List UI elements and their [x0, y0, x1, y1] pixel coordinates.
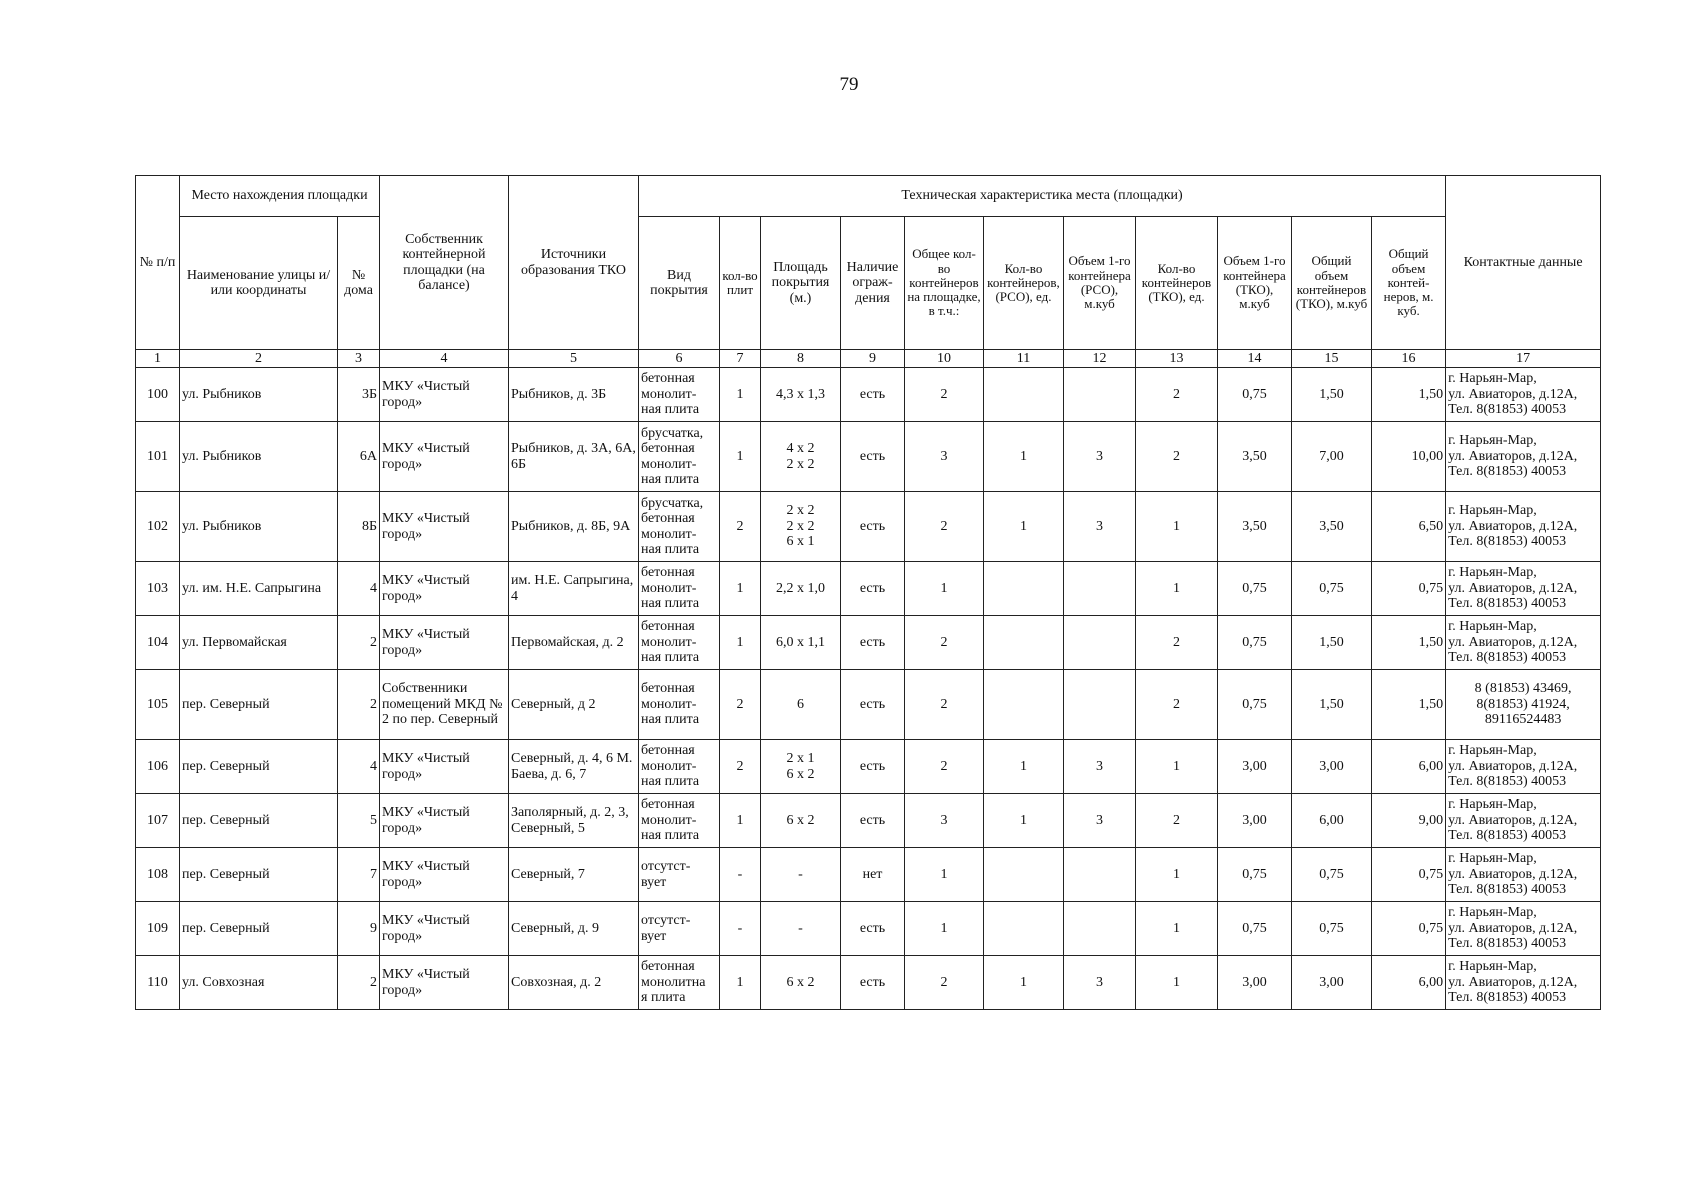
house-number: 8Б — [338, 492, 380, 562]
plates-count: 2 — [720, 670, 761, 740]
fence: есть — [841, 740, 905, 794]
header-cover: Вид покрытия — [639, 217, 720, 350]
rso-count: 1 — [984, 956, 1064, 1010]
street-name: пер. Северный — [180, 740, 338, 794]
row-number: 107 — [136, 794, 180, 848]
tko-count: 2 — [1136, 616, 1218, 670]
header-contacts: Контактные данные — [1446, 176, 1601, 350]
tko-count: 1 — [1136, 492, 1218, 562]
row-number: 106 — [136, 740, 180, 794]
tko-total-volume: 0,75 — [1292, 902, 1372, 956]
cover-type: бетонная монолит- ная плита — [639, 794, 720, 848]
waste-sources: Совхозная, д. 2 — [509, 956, 639, 1010]
cover-type: отсутст- вует — [639, 902, 720, 956]
tko-count: 2 — [1136, 368, 1218, 422]
house-number: 4 — [338, 562, 380, 616]
column-number: 3 — [338, 350, 380, 368]
tko-volume: 0,75 — [1218, 562, 1292, 616]
street-name: пер. Северный — [180, 902, 338, 956]
tko-volume: 3,00 — [1218, 956, 1292, 1010]
header-tko-count: Кол-во контейнеров (ТКО), ед. — [1136, 217, 1218, 350]
waste-sources: им. Н.Е. Сапрыгина, 4 — [509, 562, 639, 616]
plates-count: 2 — [720, 492, 761, 562]
column-number: 9 — [841, 350, 905, 368]
table-row — [136, 616, 1601, 670]
row-number: 103 — [136, 562, 180, 616]
total-containers: 3 — [905, 422, 984, 492]
owner: МКУ «Чистый город» — [380, 740, 509, 794]
plates-count: 1 — [720, 422, 761, 492]
contact-info: 8 (81853) 43469, 8(81853) 41924, 89116524483 — [1446, 670, 1601, 740]
rso-count — [984, 902, 1064, 956]
table-row — [136, 422, 1601, 492]
cover-area: 2 х 1 6 х 2 — [761, 740, 841, 794]
tko-count: 1 — [1136, 956, 1218, 1010]
cover-type: отсутст- вует — [639, 848, 720, 902]
owner: МКУ «Чистый город» — [380, 422, 509, 492]
header-location-group: Место нахождения площадки — [180, 176, 380, 217]
plates-count: 1 — [720, 794, 761, 848]
fence: есть — [841, 956, 905, 1010]
header-num: № п/п — [136, 176, 180, 350]
cover-area: 4,3 х 1,3 — [761, 368, 841, 422]
waste-sources: Северный, д. 9 — [509, 902, 639, 956]
owner: МКУ «Чистый город» — [380, 956, 509, 1010]
contact-info: г. Нарьян-Мар, ул. Авиаторов, д.12А, Тел. 8(81853) 40053 — [1446, 740, 1601, 794]
rso-count — [984, 616, 1064, 670]
total-volume: 1,50 — [1372, 670, 1446, 740]
tko-count: 2 — [1136, 422, 1218, 492]
header-tech-group: Техническая характеристика места (площадки) — [639, 176, 1446, 217]
cover-type: бетонная монолит- ная плита — [639, 368, 720, 422]
tko-count: 1 — [1136, 848, 1218, 902]
table-row — [136, 740, 1601, 794]
table-row — [136, 956, 1601, 1010]
fence: есть — [841, 562, 905, 616]
row-number: 100 — [136, 368, 180, 422]
rso-count — [984, 368, 1064, 422]
total-containers: 2 — [905, 956, 984, 1010]
tko-total-volume: 0,75 — [1292, 562, 1372, 616]
header-sources: Источники образования ТКО — [509, 176, 639, 350]
street-name: ул. Первомайская — [180, 616, 338, 670]
cover-type: брусчатка, бетонная монолит- ная плита — [639, 422, 720, 492]
rso-volume: 3 — [1064, 740, 1136, 794]
total-volume: 6,00 — [1372, 740, 1446, 794]
container-sites-table — [135, 175, 1601, 1010]
rso-count — [984, 562, 1064, 616]
row-number: 110 — [136, 956, 180, 1010]
total-volume: 10,00 — [1372, 422, 1446, 492]
house-number: 9 — [338, 902, 380, 956]
total-volume: 0,75 — [1372, 848, 1446, 902]
total-containers: 2 — [905, 670, 984, 740]
plates-count: 1 — [720, 368, 761, 422]
column-number: 15 — [1292, 350, 1372, 368]
tko-total-volume: 1,50 — [1292, 670, 1372, 740]
tko-count: 1 — [1136, 740, 1218, 794]
column-number-row — [136, 350, 1601, 368]
cover-type: бетонная монолит- ная плита — [639, 670, 720, 740]
house-number: 2 — [338, 670, 380, 740]
column-number: 12 — [1064, 350, 1136, 368]
table-body — [136, 368, 1601, 1010]
header-tko-volume: Объем 1-го контейнера (ТКО), м.куб — [1218, 217, 1292, 350]
column-number: 14 — [1218, 350, 1292, 368]
tko-total-volume: 3,50 — [1292, 492, 1372, 562]
total-containers: 3 — [905, 794, 984, 848]
contact-info: г. Нарьян-Мар, ул. Авиаторов, д.12А, Тел. 8(81853) 40053 — [1446, 422, 1601, 492]
cover-area: - — [761, 848, 841, 902]
plates-count: - — [720, 902, 761, 956]
table-row — [136, 902, 1601, 956]
rso-count: 1 — [984, 422, 1064, 492]
tko-total-volume: 6,00 — [1292, 794, 1372, 848]
waste-sources: Северный, д. 4, 6 М. Баева, д. 6, 7 — [509, 740, 639, 794]
tko-volume: 3,00 — [1218, 794, 1292, 848]
contact-info: г. Нарьян-Мар, ул. Авиаторов, д.12А, Тел. 8(81853) 40053 — [1446, 562, 1601, 616]
row-number: 109 — [136, 902, 180, 956]
waste-sources: Северный, 7 — [509, 848, 639, 902]
contact-info: г. Нарьян-Мар, ул. Авиаторов, д.12А, Тел. 8(81853) 40053 — [1446, 368, 1601, 422]
column-number: 16 — [1372, 350, 1446, 368]
table-row — [136, 492, 1601, 562]
column-number: 4 — [380, 350, 509, 368]
table-row — [136, 562, 1601, 616]
cover-area: 2,2 х 1,0 — [761, 562, 841, 616]
fence: есть — [841, 794, 905, 848]
plates-count: 1 — [720, 956, 761, 1010]
tko-count: 1 — [1136, 562, 1218, 616]
fence: есть — [841, 368, 905, 422]
row-number: 101 — [136, 422, 180, 492]
house-number: 4 — [338, 740, 380, 794]
rso-volume — [1064, 368, 1136, 422]
tko-count: 2 — [1136, 794, 1218, 848]
street-name: пер. Северный — [180, 848, 338, 902]
rso-volume — [1064, 616, 1136, 670]
column-number: 6 — [639, 350, 720, 368]
rso-volume: 3 — [1064, 956, 1136, 1010]
column-number: 13 — [1136, 350, 1218, 368]
waste-sources: Заполярный, д. 2, 3, Северный, 5 — [509, 794, 639, 848]
table-row — [136, 670, 1601, 740]
total-volume: 6,00 — [1372, 956, 1446, 1010]
street-name: ул. Рыбников — [180, 492, 338, 562]
cover-area: 6,0 х 1,1 — [761, 616, 841, 670]
page-number: 79 — [839, 74, 859, 95]
cover-area: 6 — [761, 670, 841, 740]
house-number: 2 — [338, 616, 380, 670]
header-total-containers: Общее кол-во контейнеров на площадке, в т.ч.: — [905, 217, 984, 350]
total-volume: 1,50 — [1372, 616, 1446, 670]
owner: МКУ «Чистый город» — [380, 368, 509, 422]
tko-count: 1 — [1136, 902, 1218, 956]
total-volume: 1,50 — [1372, 368, 1446, 422]
table-header — [136, 176, 1601, 368]
total-containers: 1 — [905, 902, 984, 956]
owner: МКУ «Чистый город» — [380, 492, 509, 562]
total-containers: 2 — [905, 492, 984, 562]
tko-count: 2 — [1136, 670, 1218, 740]
header-owner: Собственник контейнерной площадки (на балансе) — [380, 176, 509, 350]
total-volume: 0,75 — [1372, 902, 1446, 956]
waste-sources: Рыбников, д. 3А, 6А, 6Б — [509, 422, 639, 492]
rso-volume — [1064, 848, 1136, 902]
owner: МКУ «Чистый город» — [380, 848, 509, 902]
total-containers: 2 — [905, 368, 984, 422]
tko-volume: 0,75 — [1218, 670, 1292, 740]
header-street: Наименование улицы и/или координаты — [180, 217, 338, 350]
row-number: 104 — [136, 616, 180, 670]
rso-volume: 3 — [1064, 422, 1136, 492]
rso-count: 1 — [984, 492, 1064, 562]
fence: есть — [841, 670, 905, 740]
plates-count: 1 — [720, 562, 761, 616]
contact-info: г. Нарьян-Мар, ул. Авиаторов, д.12А, Тел. 8(81853) 40053 — [1446, 902, 1601, 956]
table-row — [136, 368, 1601, 422]
contact-info: г. Нарьян-Мар, ул. Авиаторов, д.12А, Тел. 8(81853) 40053 — [1446, 956, 1601, 1010]
tko-volume: 3,50 — [1218, 492, 1292, 562]
total-containers: 2 — [905, 616, 984, 670]
tko-total-volume: 3,00 — [1292, 956, 1372, 1010]
rso-volume — [1064, 562, 1136, 616]
rso-count: 1 — [984, 740, 1064, 794]
tko-total-volume: 7,00 — [1292, 422, 1372, 492]
column-number: 1 — [136, 350, 180, 368]
house-number: 7 — [338, 848, 380, 902]
tko-total-volume: 1,50 — [1292, 368, 1372, 422]
cover-area: 2 х 2 2 х 2 6 х 1 — [761, 492, 841, 562]
header-rso-count: Кол-во контейнеров, (РСО), ед. — [984, 217, 1064, 350]
total-containers: 2 — [905, 740, 984, 794]
row-number: 108 — [136, 848, 180, 902]
contact-info: г. Нарьян-Мар, ул. Авиаторов, д.12А, Тел. 8(81853) 40053 — [1446, 492, 1601, 562]
total-volume: 0,75 — [1372, 562, 1446, 616]
header-fence: Наличие ограж-дения — [841, 217, 905, 350]
cover-type: бетонная монолит- ная плита — [639, 740, 720, 794]
total-containers: 1 — [905, 562, 984, 616]
contact-info: г. Нарьян-Мар, ул. Авиаторов, д.12А, Тел. 8(81853) 40053 — [1446, 794, 1601, 848]
column-number: 11 — [984, 350, 1064, 368]
header-rso-volume: Объем 1-го контейнера (РСО), м.куб — [1064, 217, 1136, 350]
owner: МКУ «Чистый город» — [380, 902, 509, 956]
column-number: 8 — [761, 350, 841, 368]
cover-area: - — [761, 902, 841, 956]
owner: МКУ «Чистый город» — [380, 562, 509, 616]
header-tko-total-volume: Общий объем контейнеров (ТКО), м.куб — [1292, 217, 1372, 350]
plates-count: - — [720, 848, 761, 902]
cover-type: бетонная монолит- ная плита — [639, 616, 720, 670]
house-number: 3Б — [338, 368, 380, 422]
tko-total-volume: 1,50 — [1292, 616, 1372, 670]
street-name: пер. Северный — [180, 670, 338, 740]
plates-count: 2 — [720, 740, 761, 794]
street-name: пер. Северный — [180, 794, 338, 848]
street-name: ул. Рыбников — [180, 368, 338, 422]
owner: МКУ «Чистый город» — [380, 616, 509, 670]
rso-volume: 3 — [1064, 492, 1136, 562]
fence: есть — [841, 902, 905, 956]
rso-volume: 3 — [1064, 794, 1136, 848]
header-house: № дома — [338, 217, 380, 350]
tko-volume: 3,00 — [1218, 740, 1292, 794]
cover-type: бетонная монолитна я плита — [639, 956, 720, 1010]
column-number: 2 — [180, 350, 338, 368]
street-name: ул. им. Н.Е. Сапрыгина — [180, 562, 338, 616]
cover-area: 4 х 2 2 х 2 — [761, 422, 841, 492]
total-volume: 6,50 — [1372, 492, 1446, 562]
waste-sources: Рыбников, д. 3Б — [509, 368, 639, 422]
cover-area: 6 х 2 — [761, 794, 841, 848]
header-total-volume: Общий объем контей-неров, м. куб. — [1372, 217, 1446, 350]
street-name: ул. Рыбников — [180, 422, 338, 492]
header-area: Площадь покрытия (м.) — [761, 217, 841, 350]
fence: нет — [841, 848, 905, 902]
house-number: 6А — [338, 422, 380, 492]
waste-sources: Рыбников, д. 8Б, 9А — [509, 492, 639, 562]
tko-volume: 0,75 — [1218, 368, 1292, 422]
tko-volume: 0,75 — [1218, 616, 1292, 670]
header-plates: кол-во плит — [720, 217, 761, 350]
tko-volume: 0,75 — [1218, 848, 1292, 902]
tko-total-volume: 3,00 — [1292, 740, 1372, 794]
column-number: 7 — [720, 350, 761, 368]
owner: МКУ «Чистый город» — [380, 794, 509, 848]
table-row — [136, 794, 1601, 848]
fence: есть — [841, 492, 905, 562]
cover-type: бетонная монолит- ная плита — [639, 562, 720, 616]
fence: есть — [841, 422, 905, 492]
tko-volume: 0,75 — [1218, 902, 1292, 956]
row-number: 102 — [136, 492, 180, 562]
contact-info: г. Нарьян-Мар, ул. Авиаторов, д.12А, Тел. 8(81853) 40053 — [1446, 616, 1601, 670]
street-name: ул. Совхозная — [180, 956, 338, 1010]
tko-total-volume: 0,75 — [1292, 848, 1372, 902]
house-number: 2 — [338, 956, 380, 1010]
waste-sources: Первомайская, д. 2 — [509, 616, 639, 670]
owner: Собственники помещений МКД № 2 по пер. Северный — [380, 670, 509, 740]
contact-info: г. Нарьян-Мар, ул. Авиаторов, д.12А, Тел. 8(81853) 40053 — [1446, 848, 1601, 902]
plates-count: 1 — [720, 616, 761, 670]
rso-count — [984, 670, 1064, 740]
row-number: 105 — [136, 670, 180, 740]
column-number: 17 — [1446, 350, 1601, 368]
rso-count — [984, 848, 1064, 902]
fence: есть — [841, 616, 905, 670]
house-number: 5 — [338, 794, 380, 848]
column-number: 10 — [905, 350, 984, 368]
table-row — [136, 848, 1601, 902]
tko-volume: 3,50 — [1218, 422, 1292, 492]
total-containers: 1 — [905, 848, 984, 902]
cover-type: брусчатка, бетонная монолит- ная плита — [639, 492, 720, 562]
rso-volume — [1064, 670, 1136, 740]
total-volume: 9,00 — [1372, 794, 1446, 848]
cover-area: 6 х 2 — [761, 956, 841, 1010]
rso-count: 1 — [984, 794, 1064, 848]
rso-volume — [1064, 902, 1136, 956]
waste-sources: Северный, д 2 — [509, 670, 639, 740]
column-number: 5 — [509, 350, 639, 368]
